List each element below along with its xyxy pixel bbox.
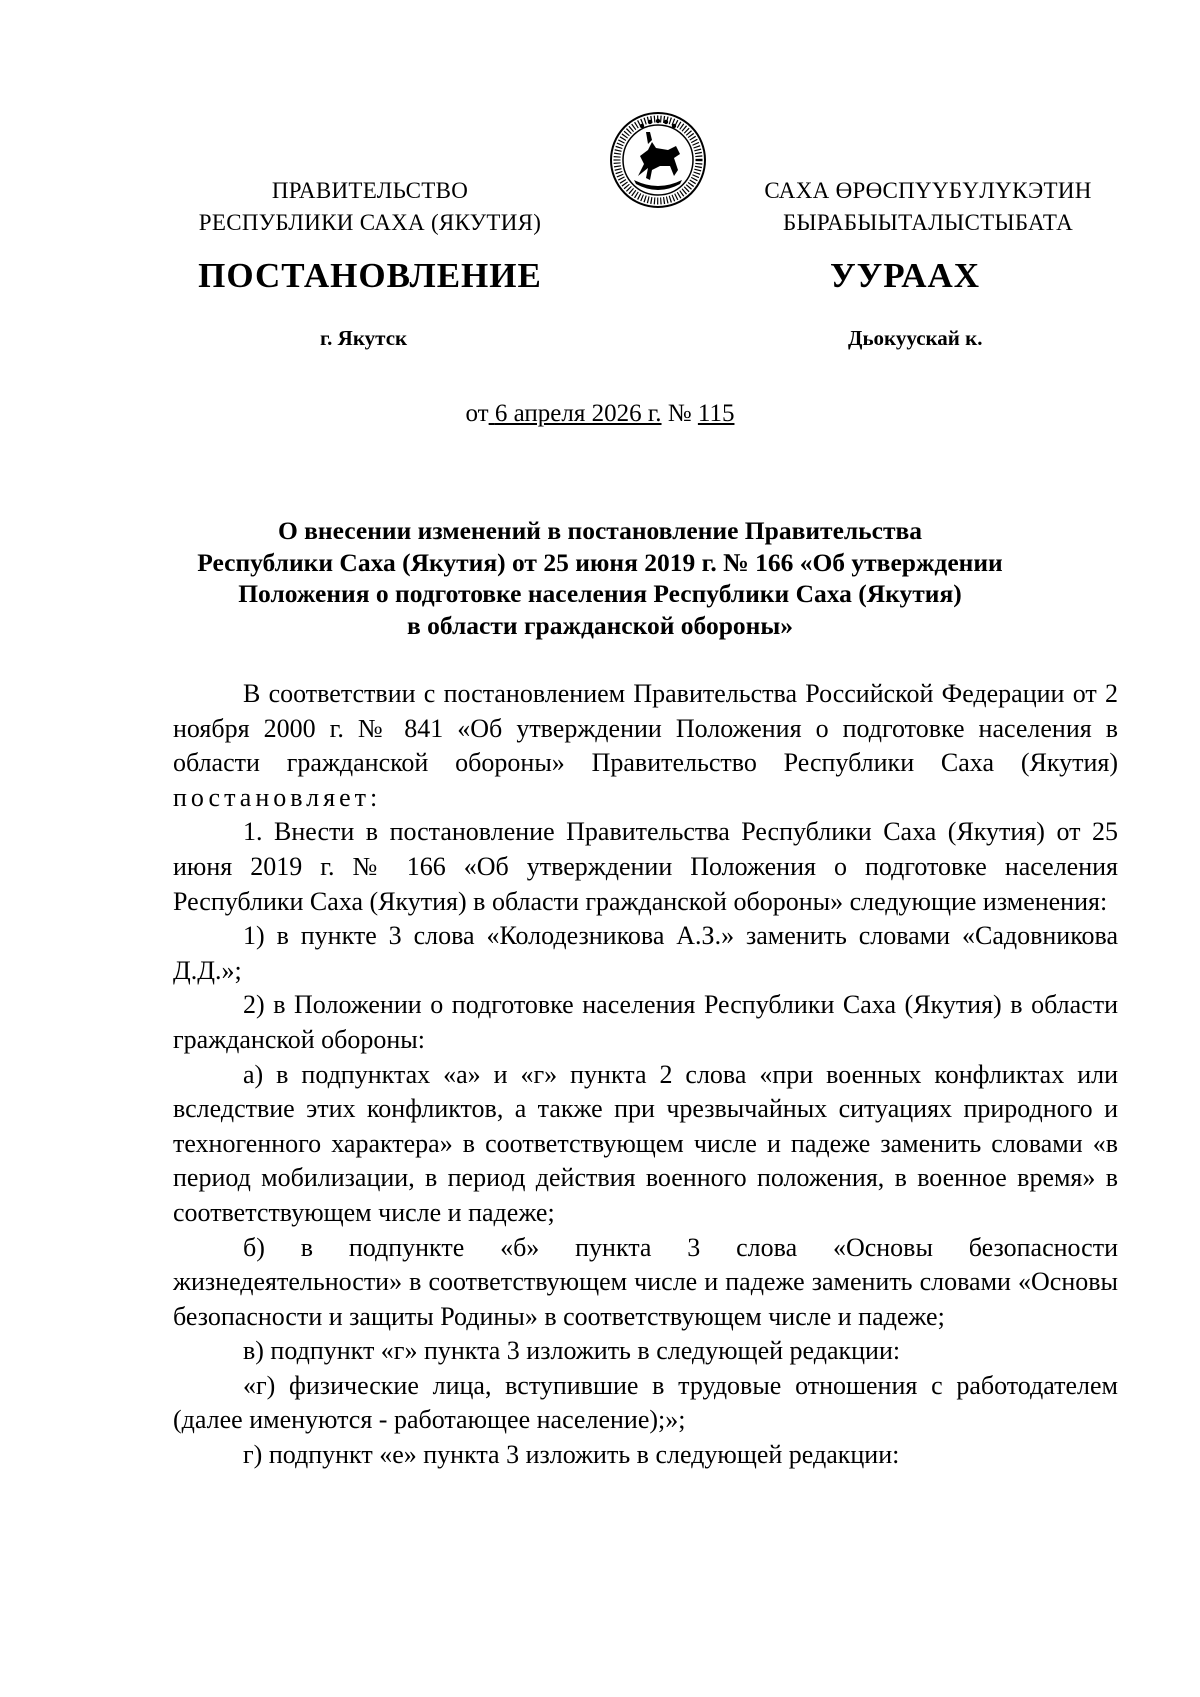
- paragraph-subitem-1: 1) в пункте 3 слова «Колодезникова А.З.» заменить словами «Садовникова Д.Д.»;: [173, 921, 1118, 985]
- document-title: [180, 515, 1020, 641]
- header-right: [738, 175, 1118, 239]
- preamble-colon: :: [370, 782, 378, 812]
- paragraph-subitem-b: б) в подпункте «б» пункта 3 слова «Основы безопасности жизнедеятельности» в соответствующем числе и падеже заменить словами «Основы безопасности и защиты Родины» в соответствующем числе и падеже;: [173, 1232, 1118, 1331]
- title-line1: О внесении изменений в постановление Правительства: [277, 516, 923, 545]
- doc-type-sah: УУРААХ: [829, 256, 981, 295]
- coat-of-arms-icon: [608, 110, 708, 210]
- title-line2: Республики Саха (Якутия) от 25 июня 2019 г. № 166 «Об утверждении: [197, 547, 1003, 577]
- paragraph-item-1: 1. Внести в постановление Правительства Республики Саха (Якутия) от 25 июня 2019 г. № 166 «Об утверждении Положения о подготовке населения Республики Саха (Якутия) в области гражданской обороны» следующие изменения:: [173, 817, 1118, 916]
- paragraph-subitem-g: г) подпункт «е» пункта 3 изложить в следующей редакции:: [243, 1440, 900, 1470]
- title-line3: Положения о подготовке населения Республики Саха (Якутия): [238, 579, 962, 608]
- date-prefix: от: [465, 400, 489, 427]
- title-line4: в области гражданской обороны»: [406, 610, 793, 640]
- paragraph-subitem-a: а) в подпунктах «а» и «г» пункта 2 слова «при военных конфликтах или вследствие этих конфликтов, а также при чрезвычайных ситуациях природного и техногенного характера» в соответствующем числе и падеже заменить словами «в период мобилизации, в период действия военного положения, в военное время» в соответствующем числе и падеже;: [173, 1059, 1118, 1227]
- number-sign: №: [667, 400, 692, 427]
- header-right-line2: БЫРАБЫЫТАЛЫСТЫБАТА: [782, 210, 1074, 235]
- paragraph-preamble: [173, 677, 1118, 815]
- city-sah: Дьокуускай к.: [848, 326, 983, 350]
- header-left-line2: РЕСПУБЛИКИ САХА (ЯКУТИЯ): [198, 210, 542, 235]
- doc-type-ru: ПОСТАНОВЛЕНИЕ: [198, 256, 542, 295]
- header-left: [150, 175, 590, 239]
- paragraph-subitem-v: в) подпункт «г» пункта 3 изложить в следующей редакции:: [243, 1336, 901, 1366]
- header-right-line1: САХА ӨРӨСПҮҮБҮЛҮКЭТИН: [764, 178, 1092, 203]
- date-value: 6 апреля 2026 г.: [494, 400, 662, 427]
- doc-number: 115: [697, 400, 735, 427]
- header-left-line1: ПРАВИТЕЛЬСТВО: [271, 178, 469, 203]
- paragraph-quote-g: «г) физические лица, вступившие в трудовые отношения с работодателем (далее именуются - работающее население);»;: [173, 1370, 1118, 1435]
- preamble-decree-word: постановляет: [173, 782, 371, 812]
- date-line: [0, 400, 1200, 428]
- city-ru: г. Якутск: [320, 326, 408, 350]
- paragraph-subitem-2: 2) в Положении о подготовке населения Республики Саха (Якутия) в области гражданской обороны:: [173, 990, 1118, 1054]
- preamble-text: В соответствии с постановлением Правительства Российской Федерации от 2 ноября 2000 г. № 841 «Об утверждении Положения о подготовке населения в области гражданской обороны» Правительство Республики Саха (Якутия): [173, 679, 1118, 778]
- document-body: [173, 677, 1118, 1473]
